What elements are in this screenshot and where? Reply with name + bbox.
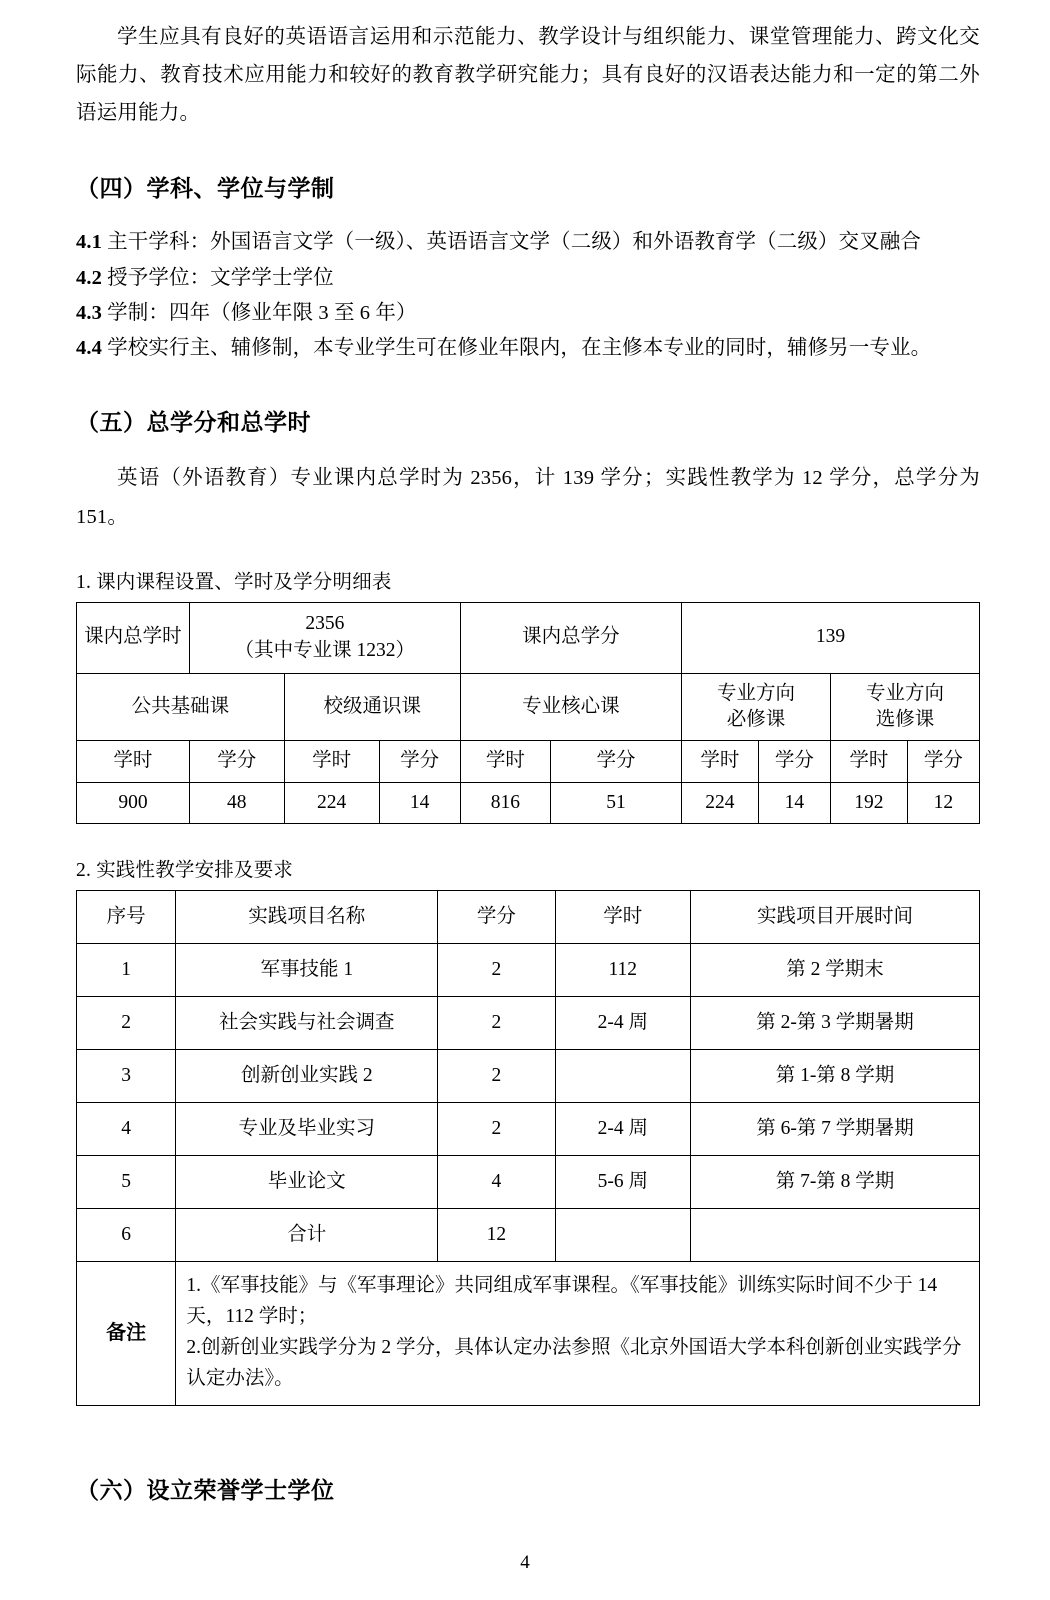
cell-credits-required: 14 [758, 782, 830, 823]
cell-total-credits-value: 139 [681, 602, 979, 673]
cell-hours-core: 816 [460, 782, 550, 823]
cell-header-hours-4: 学时 [681, 741, 758, 782]
table2-title: 2. 实践性教学安排及要求 [76, 859, 294, 881]
header-credits: 学分 [438, 890, 555, 943]
row4-hours: 2-4 周 [555, 1102, 690, 1155]
item-4-1-number: 4.1 [76, 231, 102, 254]
cell-total-credits-label: 课内总学分 [460, 602, 681, 673]
table-row [77, 996, 980, 1049]
table-row [77, 1102, 980, 1155]
row1-credits: 2 [438, 943, 555, 996]
table-header-row [77, 890, 980, 943]
row5-hours: 5-6 周 [555, 1155, 690, 1208]
cell-hours-general: 224 [284, 782, 379, 823]
row5-no: 5 [77, 1155, 176, 1208]
cell-hours-required: 224 [681, 782, 758, 823]
practice-table [76, 890, 980, 1406]
row6-time [691, 1208, 980, 1261]
header-time: 实践项目开展时间 [691, 890, 980, 943]
item-4-4-number: 4.4 [76, 337, 102, 360]
item-4-3-text: 学制：四年（修业年限 3 至 6 年） [107, 301, 417, 324]
cell-category-general: 校级通识课 [284, 673, 460, 741]
header-no: 序号 [77, 890, 176, 943]
cell-header-hours-5: 学时 [830, 741, 907, 782]
row5-time: 第 7-第 8 学期 [691, 1155, 980, 1208]
table-row [77, 741, 980, 782]
cell-credits-general: 14 [379, 782, 460, 823]
row3-time: 第 1-第 8 学期 [691, 1049, 980, 1102]
page-number: 4 [520, 1552, 530, 1573]
item-4-3-number: 4.3 [76, 301, 102, 324]
note-line-1: 1.《军事技能》与《军事理论》共同组成军事课程。《军事技能》训练实际时间不少于 14 天，112 学时； [186, 1274, 938, 1328]
category-elective-line2: 选修课 [875, 708, 935, 730]
row2-hours: 2-4 周 [555, 996, 690, 1049]
cell-header-credits-3: 学分 [551, 741, 682, 782]
row3-hours [555, 1049, 690, 1102]
row2-credits: 2 [438, 996, 555, 1049]
table-row [77, 1049, 980, 1102]
row2-no: 2 [77, 996, 176, 1049]
row6-hours [555, 1208, 690, 1261]
cell-category-public: 公共基础课 [77, 673, 285, 741]
row3-credits: 2 [438, 1049, 555, 1102]
table-row [77, 1155, 980, 1208]
cell-credits-public: 48 [189, 782, 284, 823]
item-4-2-number: 4.2 [76, 266, 102, 289]
cell-header-credits-1: 学分 [189, 741, 284, 782]
row4-no: 4 [77, 1102, 176, 1155]
item-4-2 [76, 261, 980, 296]
row1-hours: 112 [555, 943, 690, 996]
cell-category-core: 专业核心课 [460, 673, 681, 741]
cell-hours-elective: 192 [830, 782, 907, 823]
cell-header-hours-2: 学时 [284, 741, 379, 782]
table-note-row [77, 1261, 980, 1405]
note-body [176, 1261, 980, 1405]
table-row [77, 602, 980, 673]
table-row [77, 782, 980, 823]
cell-credits-core: 51 [551, 782, 682, 823]
item-4-2-text: 授予学位：文学学士学位 [107, 266, 334, 289]
row2-name: 社会实践与社会调查 [176, 996, 438, 1049]
cell-header-credits-5: 学分 [907, 741, 979, 782]
row5-name: 毕业论文 [176, 1155, 438, 1208]
table1-title: 1. 课内课程设置、学时及学分明细表 [76, 571, 392, 593]
header-project-name: 实践项目名称 [176, 890, 438, 943]
row1-name: 军事技能 1 [176, 943, 438, 996]
item-4-4-text: 学校实行主、辅修制，本专业学生可在修业年限内，在主修本专业的同时，辅修另一专业。 [107, 337, 932, 360]
row4-credits: 2 [438, 1102, 555, 1155]
row5-credits: 4 [438, 1155, 555, 1208]
row6-credits: 12 [438, 1208, 555, 1261]
cell-header-hours-3: 学时 [460, 741, 550, 782]
row4-name: 专业及毕业实习 [176, 1102, 438, 1155]
cell-credits-elective: 12 [907, 782, 979, 823]
category-required-line1: 专业方向 [716, 682, 795, 704]
row2-time: 第 2-第 3 学期暑期 [691, 996, 980, 1049]
note-label: 备注 [77, 1261, 176, 1405]
item-4-1 [76, 225, 980, 260]
cell-total-hours-label: 课内总学时 [77, 602, 190, 673]
item-4-4 [76, 331, 980, 366]
row3-name: 创新创业实践 2 [176, 1049, 438, 1102]
table-row [77, 673, 980, 741]
cell-category-elective [830, 673, 979, 741]
category-required-line2: 必修课 [726, 708, 786, 730]
row4-time: 第 6-第 7 学期暑期 [691, 1102, 980, 1155]
cell-category-required [681, 673, 830, 741]
total-hours-line1: 2356 [305, 613, 345, 635]
row1-time: 第 2 学期末 [691, 943, 980, 996]
cell-hours-public: 900 [77, 782, 190, 823]
section-five-paragraph: 英语（外语教育）专业课内总学时为 2356，计 139 学分；实践性教学为 12 学分，总学分为 151。 [76, 467, 980, 528]
total-hours-line2: （其中专业课 1232） [234, 639, 416, 661]
table-row [77, 943, 980, 996]
category-elective-line1: 专业方向 [865, 682, 944, 704]
table-row [77, 1208, 980, 1261]
section-four-heading: （四）学科、学位与学制 [76, 176, 335, 202]
cell-total-hours-value [189, 602, 460, 673]
cell-header-credits-4: 学分 [758, 741, 830, 782]
row1-no: 1 [77, 943, 176, 996]
header-hours: 学时 [555, 890, 690, 943]
curriculum-table [76, 602, 980, 824]
intro-paragraph: 学生应具有良好的英语语言运用和示范能力、教学设计与组织能力、课堂管理能力、跨文化交际能力、教育技术应用能力和较好的教育教学研究能力；具有良好的汉语表达能力和一定的第二外语运用能力。 [76, 26, 980, 125]
row6-name: 合计 [176, 1208, 438, 1261]
item-4-3 [76, 296, 980, 331]
section-six-heading: （六）设立荣誉学士学位 [76, 1477, 335, 1503]
cell-header-hours-1: 学时 [77, 741, 190, 782]
section-five-heading: （五）总学分和总学时 [76, 410, 311, 436]
row6-no: 6 [77, 1208, 176, 1261]
cell-header-credits-2: 学分 [379, 741, 460, 782]
item-4-1-text: 主干学科：外国语言文学（一级）、英语语言文学（二级）和外语教育学（二级）交叉融合 [107, 231, 921, 254]
spacer [76, 1406, 980, 1472]
note-line-2: 2.创新创业实践学分为 2 学分，具体认定办法参照《北京外国语大学本科创新创业实践学分认定办法》。 [186, 1337, 962, 1390]
row3-no: 3 [77, 1049, 176, 1102]
